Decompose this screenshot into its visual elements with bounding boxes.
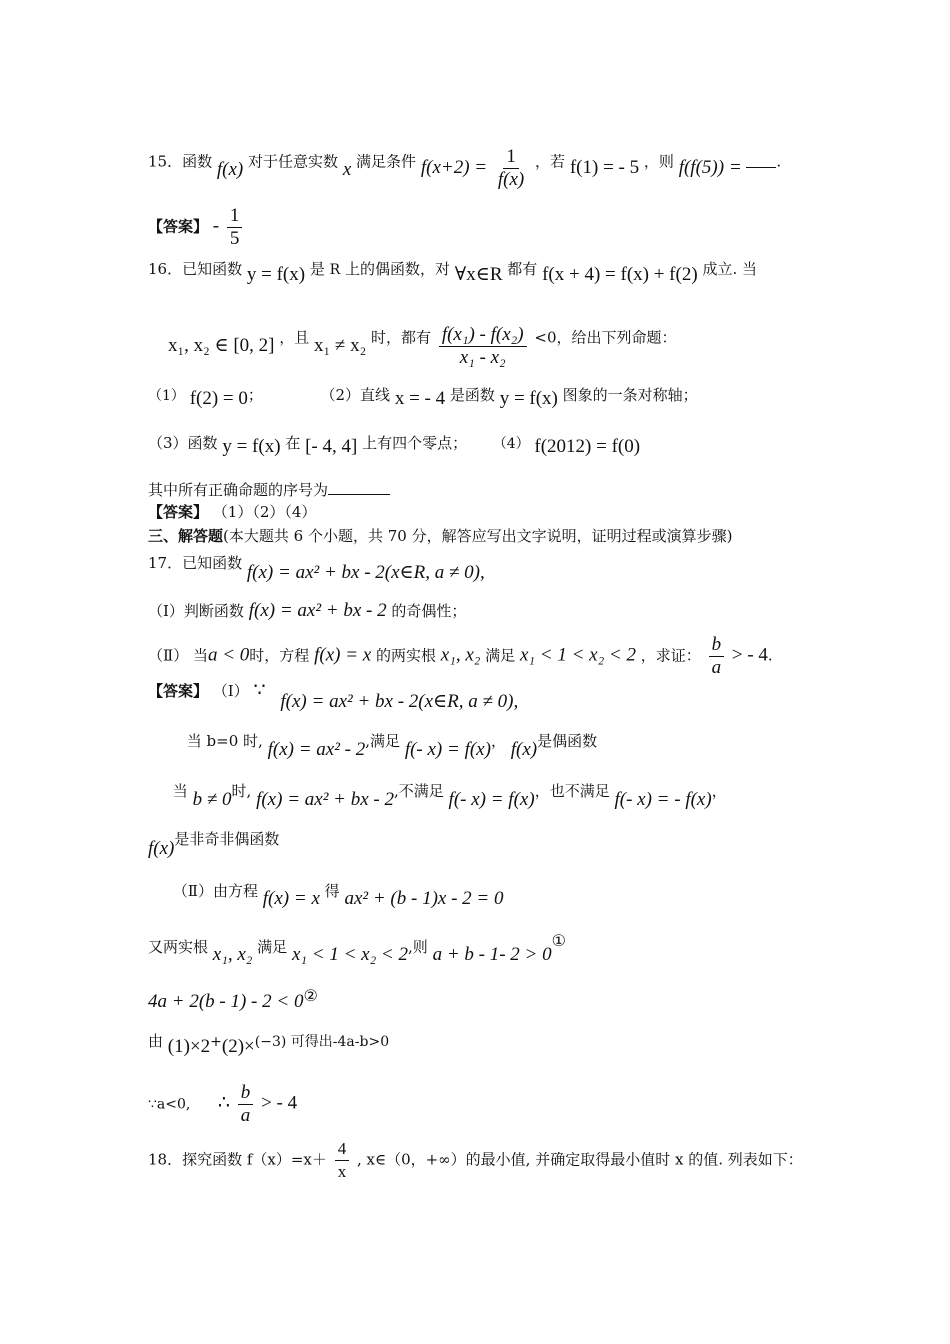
a17-combine-tail: (−3) 可得出-4a-b>0	[254, 1034, 390, 1050]
q17-p2-t2: 的两实根	[376, 646, 437, 665]
q16-l2-text1: ，且	[279, 328, 310, 347]
answer-17-case-2	[148, 780, 890, 810]
q17-p2-t4: ，求证：	[640, 646, 701, 665]
q16-neq: x₁ ≠ x₂	[314, 334, 367, 356]
question-16-line-4	[148, 432, 890, 455]
a17-c2-text2: 时,	[231, 782, 252, 800]
a17-combine-text: 由	[148, 1032, 164, 1050]
a17-mark-1: ①	[551, 931, 566, 950]
a17-because: ∵	[253, 680, 266, 701]
q16-answer-blank	[328, 478, 390, 495]
q16-text4: 成立. 当	[702, 260, 757, 278]
section-3-title: 三、解答题	[148, 527, 224, 545]
q17-p2-frac-num: b	[709, 634, 725, 657]
a17-roots: x₁, x₂	[212, 944, 253, 965]
a17-c1-expr: f(x) = ax² - 2	[267, 739, 366, 760]
a17-c3-tail: 是非奇非偶函数	[174, 830, 280, 848]
question-17-part-2	[148, 634, 890, 679]
q16-p2-fn: y = f(x)	[499, 388, 558, 409]
a17-mark-2: ②	[303, 986, 318, 1005]
q17-p2-frac-den: a	[711, 657, 722, 678]
q18-text1: 18．探究函数 f（x）=x＋	[148, 1150, 327, 1169]
a16-label: 【答案】	[148, 503, 209, 521]
q17-p2-t3: 满足	[485, 646, 516, 665]
q16-equation: f(x + 4) = f(x) + f(2)	[542, 264, 698, 285]
a15-sign: -	[212, 215, 220, 237]
a15-num: 1	[227, 205, 243, 228]
q16-l2-text2: 时，都有	[371, 328, 432, 347]
answer-17-combine	[148, 1030, 890, 1057]
a17-c2-text: 当	[172, 782, 188, 800]
a17-c1-comma: ，	[490, 732, 506, 750]
answer-17-case-1	[148, 730, 890, 760]
q15-cond-left: f(x+2) =	[420, 156, 488, 178]
a17-combine-plus: +	[210, 1034, 222, 1050]
q17-p2-eq: f(x) = x	[314, 644, 372, 666]
q17-p2-roots: x₁, x₂	[440, 644, 481, 666]
question-18	[148, 1138, 890, 1183]
answer-17-case-3	[148, 828, 890, 859]
a17-final-fraction	[238, 1082, 254, 1127]
q16-forall: ∀x∈R	[454, 264, 503, 285]
q17-definition: f(x) = ax² + bx - 2(x∈R, a ≠ 0),	[246, 562, 485, 583]
q16-vars: x₁, x₂ ∈ [0, 2]	[168, 334, 275, 356]
section-3-desc: (本大题共 6 个小题，共 70 分，解答应写出文字说明，证明过程或演算步骤)	[223, 527, 733, 545]
a17-p2-eq: f(x) = x	[262, 888, 320, 909]
a15-label: 【答案】	[148, 217, 209, 236]
q16-p3-label: （3）函数	[148, 434, 218, 452]
q16-p2-text: 是函数	[449, 386, 495, 404]
q17-number: 17．已知函数	[148, 554, 243, 572]
q17-p2-end: .	[767, 646, 773, 665]
q15-cond-num: 1	[503, 146, 519, 169]
q16-p3-text: 在	[285, 434, 301, 452]
a17-label: 【答案】	[148, 682, 209, 700]
q16-l2-text3: <0，给出下列命题：	[534, 328, 677, 347]
a17-c2-comma: ，	[711, 782, 727, 800]
a17-definition: f(x) = ax² + bx - 2(x∈R, a ≠ 0),	[280, 691, 519, 712]
q15-text1: 对于任意实数	[248, 152, 339, 171]
a17-roots-text3: ,则	[408, 938, 428, 956]
q15-text3: ，若	[535, 152, 566, 171]
q16-text3: 都有	[507, 260, 538, 278]
a17-roots-text2: 满足	[257, 938, 288, 956]
q16-R: R	[329, 262, 341, 278]
q16-text1: 是	[309, 260, 325, 278]
a17-c1-text: 当 b=0 时,	[186, 732, 263, 750]
question-17-part-1	[148, 600, 890, 622]
q15-text2: 满足条件	[356, 152, 417, 171]
q16-p1-expr: f(2) = 0	[189, 388, 248, 409]
q17-p2-fraction	[709, 634, 725, 679]
question-17	[148, 552, 890, 583]
q16-frac-num: f(x₁) - f(x₂)	[439, 324, 527, 347]
a17-p2-de: 得	[324, 882, 340, 900]
q16-p4-expr: f(2012) = f(0)	[534, 436, 641, 457]
q15-given: f(1) = - 5	[569, 156, 640, 178]
q16-p3-fn: y = f(x)	[222, 436, 281, 457]
a17-c1-eq: f(- x) = f(x)	[404, 739, 491, 760]
q15-end: .	[776, 152, 782, 171]
a16-text: （1）（2）（4）	[212, 503, 317, 521]
question-16-line-1	[148, 258, 890, 285]
q16-function: y = f(x)	[246, 264, 306, 285]
q16-p1-sep: ；	[247, 386, 263, 404]
q16-number: 16．已知函数	[148, 260, 243, 278]
q16-p2-label: （2）直线	[320, 386, 391, 404]
q16-ask: 其中所有正确命题的序号为	[148, 481, 329, 499]
q17-p1-tail: 的奇偶性；	[391, 602, 467, 620]
q15-number: 15．函数	[148, 152, 213, 171]
a17-c2-cond: b ≠ 0	[192, 789, 232, 810]
q16-p1-label: （1）	[148, 388, 185, 404]
answer-17-intro	[148, 680, 890, 712]
q15-cond-fraction	[495, 146, 527, 191]
a17-combine-expr2: (2)×	[221, 1036, 255, 1057]
a17-c2-eq2: f(- x) = - f(x)	[614, 789, 712, 810]
a17-final-result: > - 4	[261, 1092, 298, 1114]
answer-16	[148, 501, 890, 523]
a17-ineq-2: 4a + 2(b - 1) - 2 < 0	[148, 991, 304, 1012]
a17-combine-expr: (1)×2	[167, 1036, 211, 1057]
q17-p1-expr: f(x) = ax² + bx - 2	[248, 600, 387, 621]
answer-17-part-2	[148, 880, 890, 909]
q16-p3-tail: 上有四个零点；	[362, 434, 468, 452]
a17-part1: （Ⅰ）	[212, 682, 249, 700]
question-16-line-5	[148, 478, 890, 501]
q17-p2-t1: 时，方程	[249, 646, 310, 665]
a17-c1-tail: 是偶函数	[537, 732, 598, 750]
q18-text2: , x∈（0，+∞）的最小值, 并确定取得最小值时 x 的值. 列表如下：	[356, 1150, 803, 1169]
q15-x: x	[342, 158, 352, 180]
q16-p4-label: （4）	[492, 436, 530, 452]
a17-roots-text: 又两实根	[148, 938, 209, 956]
a15-fraction	[227, 205, 243, 250]
a17-ineq-1: a + b - 1- 2 > 0	[432, 944, 552, 965]
q15-text4: ，则	[643, 152, 674, 171]
a17-roots-ineq: x₁ < 1 < x₂ < 2	[291, 944, 408, 965]
a17-part2: （Ⅱ）由方程	[172, 882, 258, 900]
a17-c2-eq1: f(- x) = f(x)	[448, 789, 535, 810]
answer-15	[148, 205, 890, 250]
question-15	[148, 140, 890, 190]
q18-fraction	[335, 1138, 350, 1183]
q16-p2-expr: x = - 4	[394, 388, 446, 409]
question-16-line-3	[148, 384, 890, 407]
q16-frac-den: x₁ - x₂	[459, 347, 506, 368]
question-16-line-2	[148, 316, 890, 368]
q15-cond-den: f(x)	[497, 169, 525, 190]
q17-p2-ineq: x₁ < 1 < x₂ < 2	[519, 644, 636, 666]
a17-c1-text2: ,满足	[365, 732, 401, 750]
a17-final-num: b	[238, 1082, 254, 1105]
q17-p1-label: （Ⅰ）判断函数	[148, 602, 244, 620]
q15-ask: f(f(5)) =	[678, 156, 742, 178]
section-3-heading	[148, 525, 890, 547]
a17-p2-result: ax² + (b - 1)x - 2 = 0	[344, 888, 504, 909]
q16-fraction	[439, 324, 527, 369]
q18-frac-den: x	[337, 1162, 347, 1181]
q18-frac-num: 4	[335, 1138, 350, 1161]
q17-p2-result: > - 4	[731, 644, 768, 666]
a17-final-therefore: ∴	[217, 1092, 230, 1114]
q17-p2-cond: a < 0	[207, 644, 250, 666]
answer-17-roots	[148, 930, 890, 965]
a17-c2-expr: f(x) = ax² + bx - 2	[256, 789, 394, 810]
a15-den: 5	[229, 228, 240, 249]
q16-p3-interval: [- 4, 4]	[305, 436, 358, 457]
q15-fx: f(x)	[216, 158, 244, 180]
q16-text2: 上的偶函数，对	[344, 260, 450, 278]
a17-c1-fx: f(x)	[510, 739, 538, 760]
a17-c2-text3: ,不满足	[393, 782, 444, 800]
a17-c2-text4: ，也不满足	[534, 782, 610, 800]
q16-p2-tail: 图象的一条对称轴；	[562, 386, 698, 404]
q15-answer-blank	[746, 157, 776, 168]
q17-p2-label: （Ⅱ） 当	[148, 646, 208, 665]
answer-17-final	[148, 1082, 890, 1127]
a17-c3-fx: f(x)	[148, 838, 175, 859]
answer-17-ineq-2-line	[148, 985, 890, 1013]
a17-final-cond: ∵a<0,	[148, 1096, 191, 1113]
a17-final-den: a	[240, 1105, 251, 1126]
